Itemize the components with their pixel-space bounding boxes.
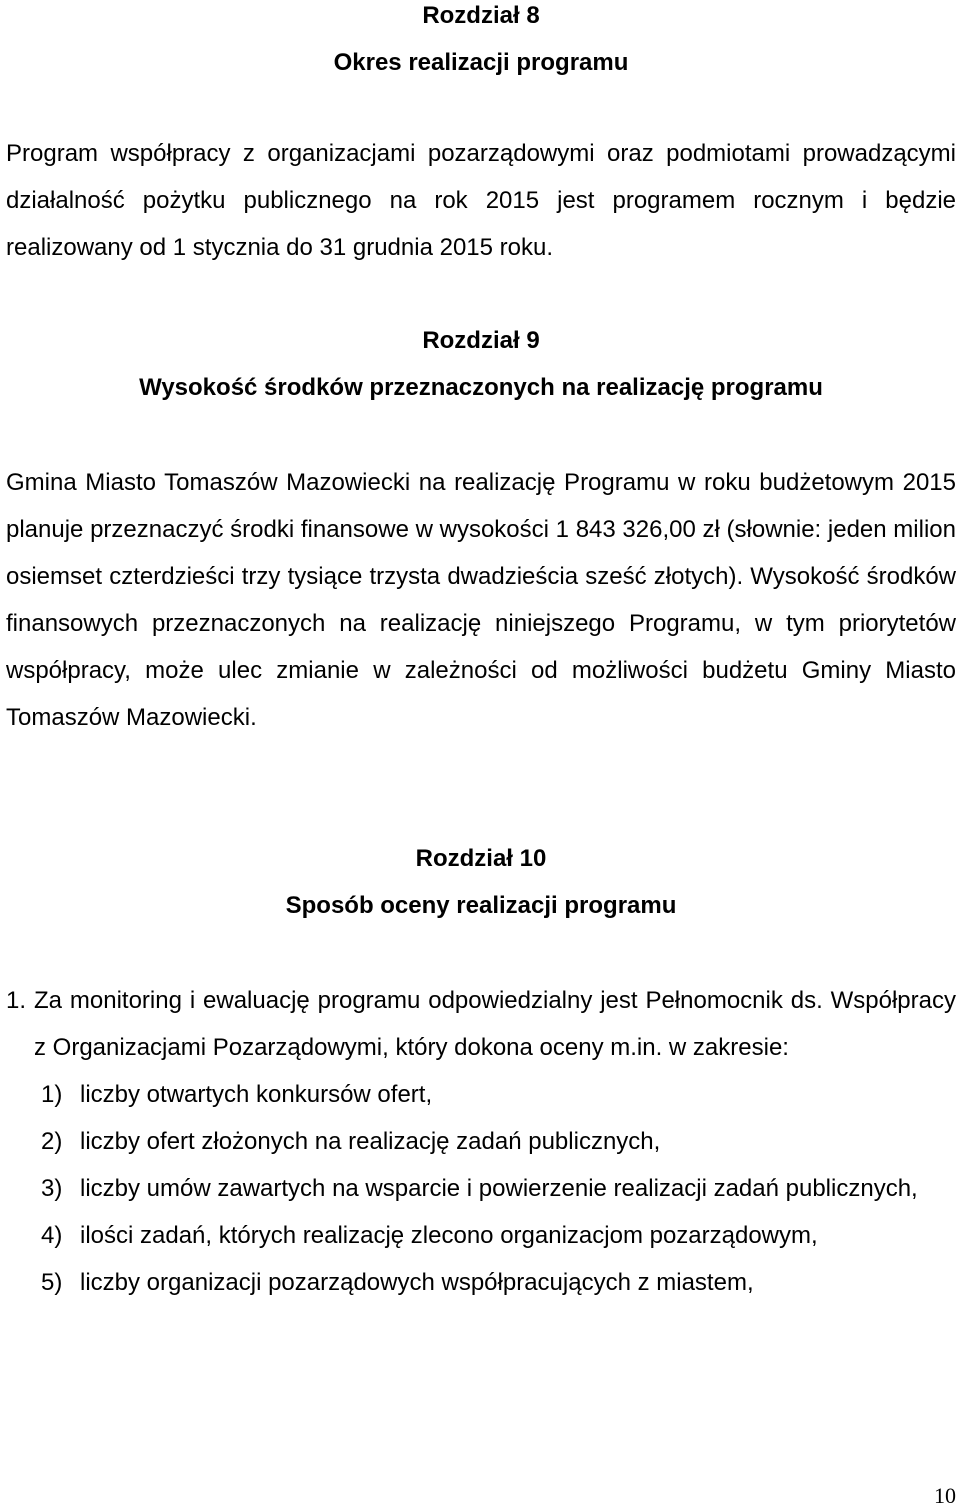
list-item xyxy=(6,977,956,1071)
chapter-8-section xyxy=(6,0,956,86)
criteria-item-text: ilości zadań, których realizację zlecono organizacjom pozarządowym, xyxy=(80,1222,818,1249)
criteria-item-text: liczby ofert złożonych na realizację zadań publicznych, xyxy=(80,1128,661,1155)
chapter-10-label: Rozdział 10 xyxy=(415,845,547,872)
chapter-9-section xyxy=(6,317,956,411)
criteria-item-text: liczby organizacji pozarządowych współpracujących z miastem, xyxy=(80,1269,754,1296)
list-item-number: 1. xyxy=(6,987,27,1014)
criteria-item-number: 3) xyxy=(41,1175,63,1202)
chapter-8-paragraph: Program współpracy z organizacjami pozarządowymi oraz podmiotami prowadzącymi działalność pożytku publicznego na rok 2015 jest programem rocznym i będzie realizowany od 1 stycznia do 31 grudnia 2015 roku. xyxy=(6,140,956,261)
chapter-9-paragraph: Gmina Miasto Tomaszów Mazowiecki na realizację Programu w roku budżetowym 2015 planuje przeznaczyć środki finansowe w wysokości 1 843 326,00 zł (słownie: jeden milion osiemset czterdzieści trzy tysiące trzysta dwadzieścia sześć złotych). Wysokość środków finansowych przeznaczonych na realizację niniejszego Programu, w tym priorytetów współpracy, może ulec zmianie w zależności od możliwości budżetu Gminy Miasto Tomaszów Mazowiecki. xyxy=(6,469,956,731)
chapter-8-label: Rozdział 8 xyxy=(422,2,540,29)
chapter-9-title: Wysokość środków przeznaczonych na realizację programu xyxy=(139,374,823,401)
chapter-9-label: Rozdział 9 xyxy=(422,327,540,354)
chapter-10-title: Sposób oceny realizacji programu xyxy=(285,892,677,919)
criteria-item-number: 4) xyxy=(41,1222,63,1249)
criteria-item xyxy=(6,1118,956,1165)
criteria-item xyxy=(6,1212,956,1259)
criteria-item-number: 1) xyxy=(41,1081,63,1108)
evaluation-criteria-list xyxy=(6,1071,956,1306)
criteria-item-text: liczby otwartych konkursów ofert, xyxy=(80,1081,433,1108)
criteria-item-number: 2) xyxy=(41,1128,63,1155)
criteria-item xyxy=(6,1259,956,1306)
chapter-10-section xyxy=(6,835,956,929)
criteria-item xyxy=(6,1071,956,1118)
evaluation-list xyxy=(6,977,956,1306)
list-item-text: Za monitoring i ewaluację programu odpowiedzialny jest Pełnomocnik ds. Współpracy z Organizacjami Pozarządowymi, który dokona oceny m.in. w zakresie: xyxy=(34,987,956,1061)
criteria-item-text: liczby umów zawartych na wsparcie i powierzenie realizacji zadań publicznych, xyxy=(80,1175,918,1202)
page-number: 10 xyxy=(934,1483,956,1508)
criteria-item xyxy=(6,1165,956,1212)
criteria-item-number: 5) xyxy=(41,1269,63,1296)
chapter-8-title: Okres realizacji programu xyxy=(333,49,629,76)
